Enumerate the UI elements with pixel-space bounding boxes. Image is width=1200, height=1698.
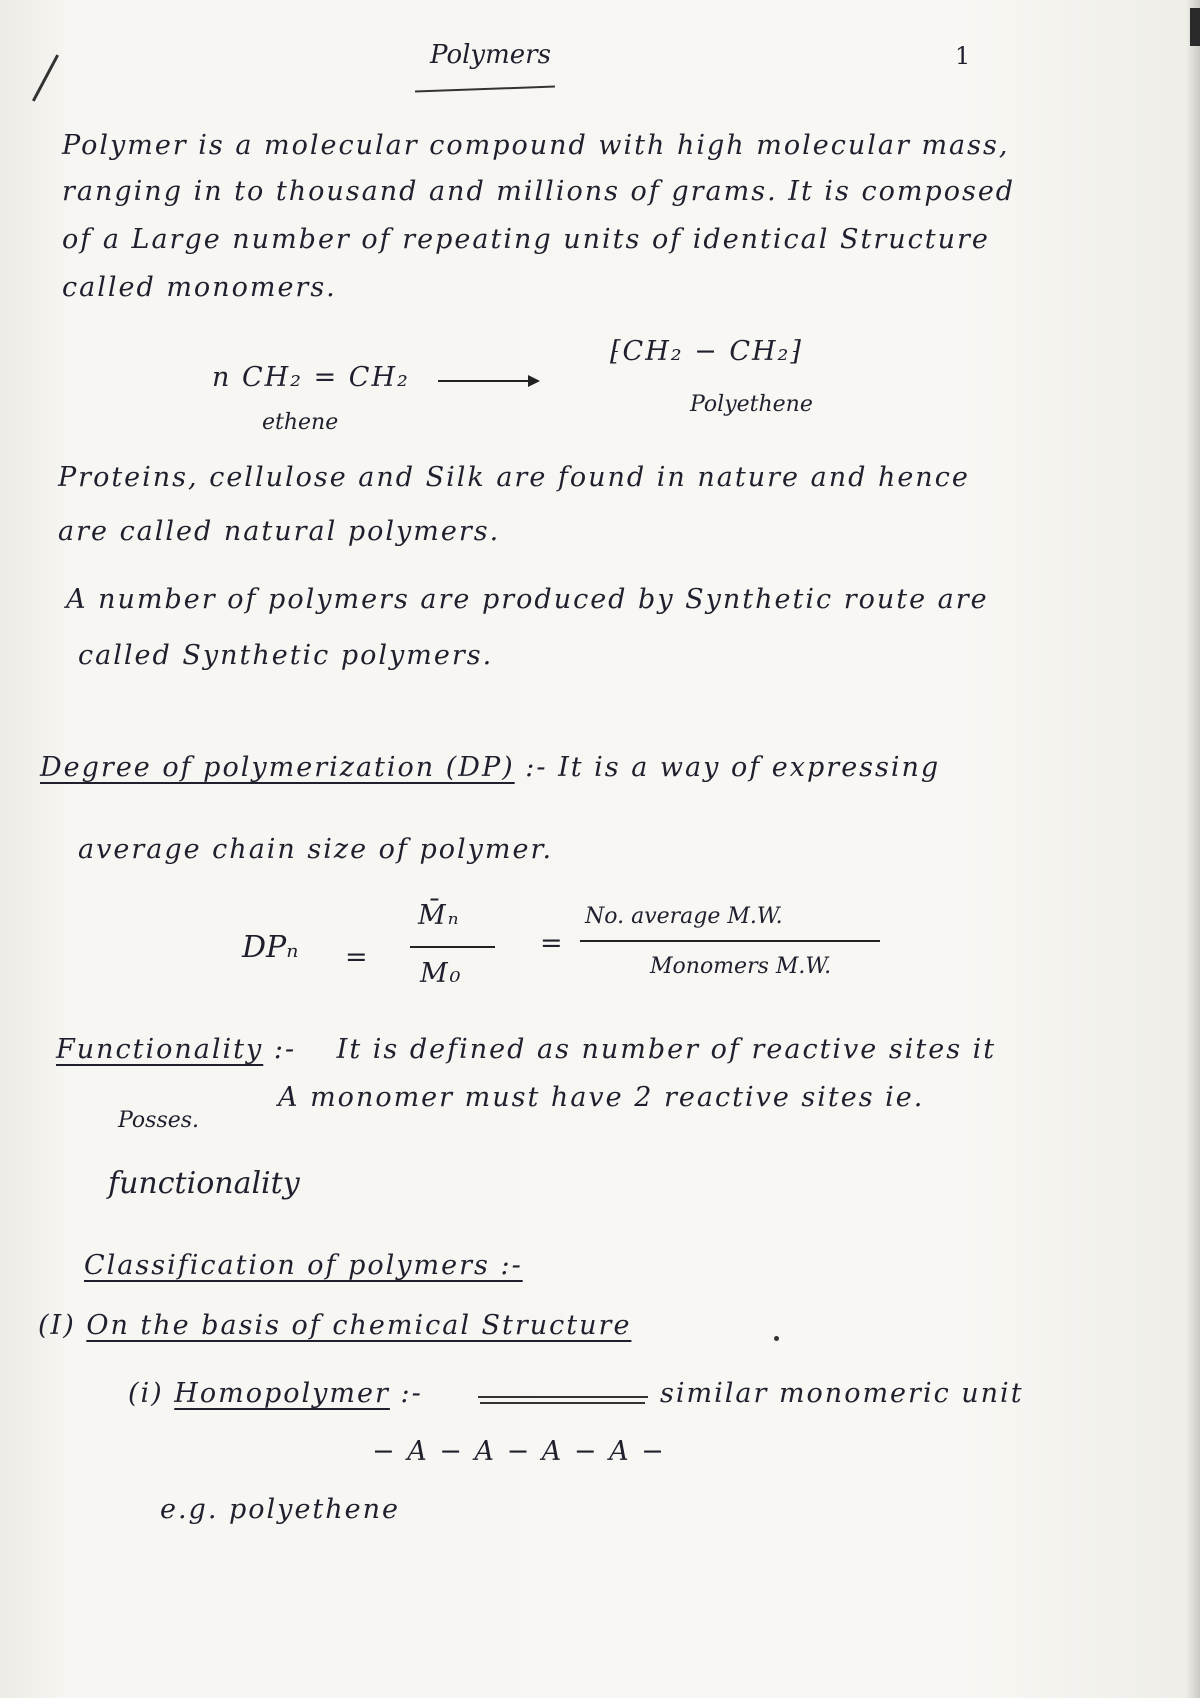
reaction-reactant: n CH₂ = CH₂ [212,362,410,393]
dp-equals-2: = [540,928,565,959]
dp-sep: :- [525,752,548,783]
homopolymer-number: (i) [128,1378,164,1409]
fraction-bar-2 [580,940,880,942]
synthetic-line-2: called Synthetic polymers. [78,640,494,671]
homopolymer-chain: − A − A − A − A − [372,1436,666,1467]
corner-mark [1190,8,1200,46]
functionality-row [56,1034,996,1065]
tick-mark [32,54,59,101]
page-title: Polymers [430,40,551,70]
functionality-heading: Functionality [56,1034,264,1065]
homopolymer-example: e.g. polyethene [160,1494,401,1525]
dp-heading: Degree of polymerization (DP) [40,752,515,783]
homopolymer-sep: :- [400,1378,423,1409]
functionality-line-1-rest: It is defined as number of reactive sites it [336,1034,997,1065]
functionality-line-2-rest: A monomer must have 2 reactive sites ie. [278,1082,925,1113]
reaction-arrow [438,380,538,382]
reaction-product: ⁅CH₂ − CH₂⁆ [610,336,803,367]
basis-text: On the basis of chemical Structure [86,1310,632,1341]
functionality-word: functionality [108,1166,300,1201]
intro-line-2: ranging in to thousand and millions of grams. It is composed [62,176,1016,207]
reaction-product-name: Polyethene [690,392,813,417]
basis-number: (I) [38,1310,76,1341]
dp-line-1-rest: It is a way of expressing [558,752,941,783]
homopolymer-description: similar monomeric unit [660,1378,1024,1409]
period-dot [774,1336,779,1341]
dp-equals-1: = [345,942,370,973]
classification-heading: Classification of polymers :- [84,1250,523,1281]
page-edge-shadow [1186,0,1200,1698]
page-number: 1 [955,42,971,70]
intro-line-3: of a Large number of repeating units of identical Structure [62,224,990,255]
scribble-strikeout-2 [480,1402,645,1404]
scribble-strikeout [478,1396,648,1398]
functionality-posses: Posses. [118,1108,200,1133]
natural-line-1: Proteins, cellulose and Silk are found in nature and hence [58,462,970,493]
intro-line-1: Polymer is a molecular compound with high molecular mass, [62,130,1010,161]
dp-lhs: DPₙ [242,930,299,965]
dp-numerator-1: M̄ₙ [418,900,461,931]
homopolymer-row [128,1378,423,1409]
dp-line-2: average chain size of polymer. [78,834,554,865]
dp-numerator-2: No. average M.W. [585,904,783,929]
dp-denominator-2: Monomers M.W. [650,954,832,979]
reaction-reactant-name: ethene [262,410,339,435]
natural-line-2: are called natural polymers. [58,516,501,547]
synthetic-line-1: A number of polymers are produced by Synthetic route are [66,584,989,615]
functionality-sep: :- [273,1034,297,1065]
intro-line-4: called monomers. [62,272,337,303]
homopolymer-label: Homopolymer [174,1378,390,1409]
dp-heading-row [40,752,940,783]
title-underline [415,86,555,93]
basis-row [38,1310,631,1341]
dp-denominator-1: M₀ [420,958,463,989]
fraction-bar-1 [410,946,495,948]
